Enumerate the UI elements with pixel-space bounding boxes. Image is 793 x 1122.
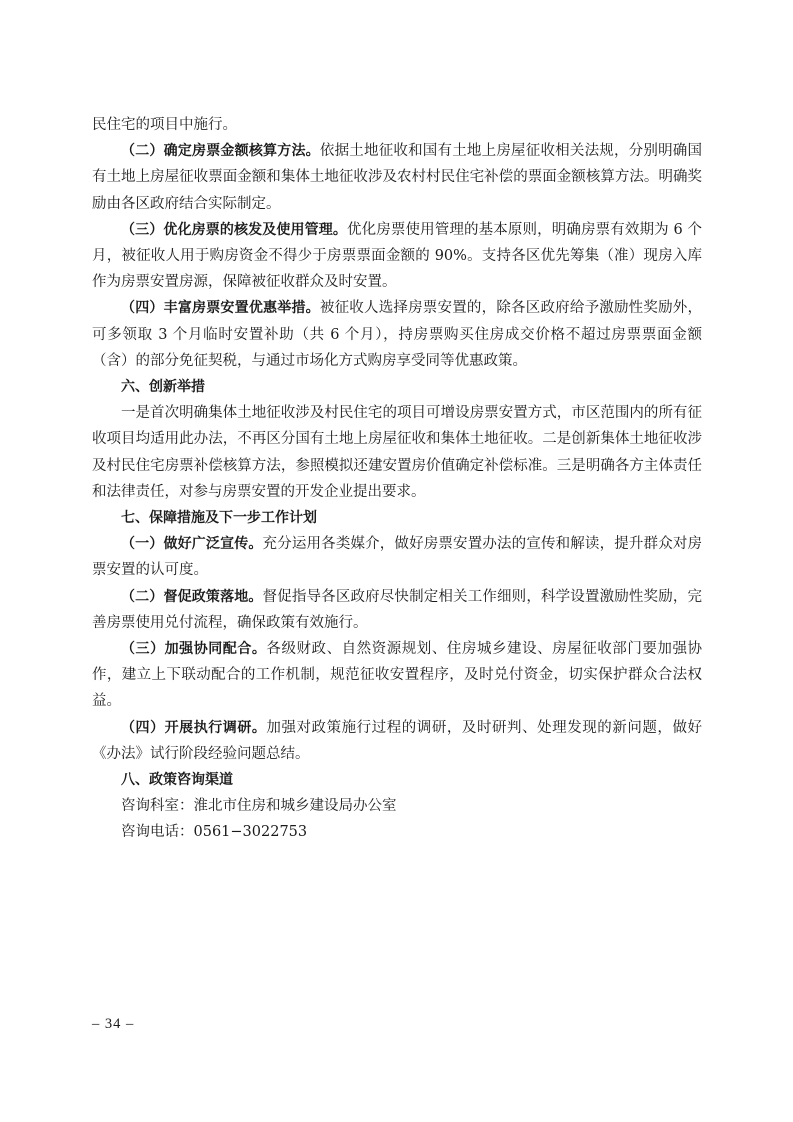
paragraph [92,400,702,505]
paragraph-lead: （四）开展执行调研。 [121,719,267,736]
paragraph [92,112,702,138]
section-heading: 七、保障措施及下一步工作计划 [121,510,317,527]
paragraph [92,636,702,715]
paragraph-text: 依据土地征收和国有土地上房屋征收相关法规，分别明确国有土地上房屋征收票面金额和集体土地征收涉及农村村民住宅补偿的票面金额核算方法。明确奖励由各区政府结合实际制定。 [92,143,703,212]
paragraph-text: 各级财政、自然资源规划、住房城乡建设、房屋征收部门要加强协作，建立上下联动配合的工作机制，规范征收安置程序，及时兑付资金，切实保护群众合法权益。 [92,641,703,710]
paragraph-lead: （三）优化房票的核发及使用管理。 [121,221,348,238]
paragraph-lead: （二）督促政策落地。 [121,588,263,605]
paragraph [92,715,702,767]
page-number: – 34 – [92,1016,135,1032]
paragraph [92,584,702,636]
paragraph-lead: （四）丰富房票安置优惠举措。 [121,300,320,317]
paragraph [92,138,702,217]
paragraph-text: 被征收人选择房票安置的，除各区政府给予激励性奖励外，可多领取 3 个月临时安置补助（共 6 个月），持房票购买住房成交价格不超过房票票面金额（含）的部分免征契税，与通过市场化方式购房享受同等优惠政策。 [92,300,703,369]
paragraph-text: 加强对政策施行过程的调研，及时研判、处理发现的新问题，做好《办法》试行阶段经验问题总结。 [92,719,703,762]
paragraph [92,295,702,374]
paragraph [92,819,702,845]
section-heading: 六、创新举措 [121,379,205,396]
paragraph-lead: （一）做好广泛宣传。 [121,536,263,553]
paragraph-text: 督促指导各区政府尽快制定相关工作细则，科学设置激励性奖励，完善房票使用兑付流程，确保政策有效施行。 [92,588,703,631]
paragraph-lead: （三）加强协同配合。 [121,641,267,658]
document-body [92,112,702,846]
section-heading: 八、政策咨询渠道 [121,772,233,789]
paragraph-text: 一是首次明确集体土地征收涉及村民住宅的项目可增设房票安置方式，市区范围内的所有征收项目均适用此办法，不再区分国有土地上房屋征收和集体土地征收。二是创新集体土地征收涉及村民住宅房票补偿核算方法，参照模拟还建安置房价值确定补偿标准。三是明确各方主体责任和法律责任，对参与房票安置的开发企业提出要求。 [92,405,702,500]
paragraph-text: 优化房票使用管理的基本原则，明确房票有效期为 6 个月，被征收人用于购房资金不得少于房票票面金额的 90%。支持各区优先筹集（准）现房入库作为房票安置房源，保障被征收群众及时安置。 [92,221,703,291]
paragraph [92,217,702,296]
paragraph-text: 咨询科室：淮北市住房和城乡建设局办公室 [121,798,397,815]
paragraph-lead: （二）确定房票金额核算方法。 [121,143,320,160]
paragraph-text: 咨询电话：0561−3022753 [121,824,308,841]
paragraph-text: 充分运用各类媒介，做好房票安置办法的宣传和解读，提升群众对房票安置的认可度。 [92,536,703,579]
paragraph [92,531,702,583]
paragraph-text: 民住宅的项目中施行。 [92,117,237,133]
paragraph [92,793,702,819]
